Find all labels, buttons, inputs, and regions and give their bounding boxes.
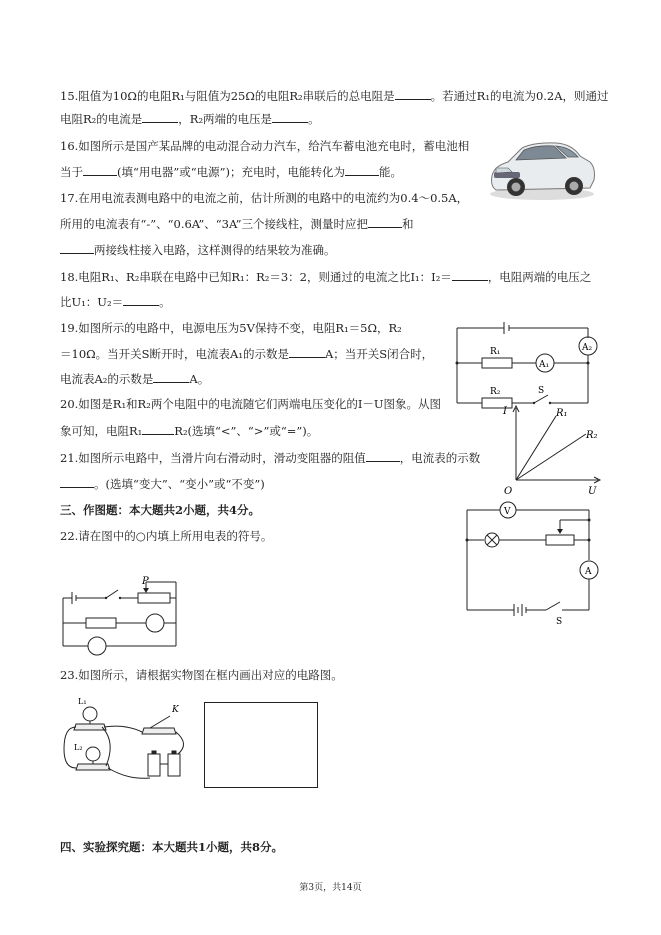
answer-blank[interactable] <box>123 294 159 306</box>
q23-l1-label: L₁ <box>78 697 87 706</box>
q22-circuit-diagram <box>58 576 188 656</box>
q20-text-c: R₂(选填“<”、“>”或“=”)。 <box>174 424 319 438</box>
q20-origin-label: O <box>504 486 513 497</box>
q20-u-axis-label: U <box>588 486 597 497</box>
answer-blank[interactable] <box>153 371 189 383</box>
q20-iu-graph <box>500 402 610 497</box>
q19-r1-label: R₁ <box>490 347 501 357</box>
q16-text-c: (填“用电器”或“电源”)；充电时，电能转化为 <box>117 165 345 179</box>
q20-i-axis-label: I <box>503 406 507 417</box>
q17-text-b: 所用的电流表有“-”、“0.6A”、“3A”三个接线柱，测量时应把 <box>60 217 368 231</box>
q15-text-e: 。 <box>308 112 320 126</box>
q23-answer-box[interactable] <box>204 702 318 788</box>
section-4-heading: 四、实验探究题：本大题共1小题，共8分。 <box>60 840 284 854</box>
q21-ammeter-label: A <box>585 567 592 577</box>
q21-text-c: 。(选填“变大”、“变小”或“不变”) <box>94 477 265 491</box>
section-3-heading: 三、作图题：本大题共2小题，共4分。 <box>60 503 261 517</box>
q17-line3 <box>60 242 336 257</box>
q19-a1-label: A₁ <box>539 360 550 370</box>
q21-circuit-diagram <box>464 498 604 626</box>
q20-text-a: 20.如图是R₁和R₂两个电阻中的电流随它们两端电压变化的I－U图象。从图 <box>60 397 442 411</box>
q22-line: 22.请在图中的○内填上所用电表的符号。 <box>60 529 273 543</box>
page-footer: 第3页，共14页 <box>299 883 362 893</box>
q19-text-e: A。 <box>189 372 210 386</box>
q15-text-d: ，R₂两端的电压是 <box>178 112 273 126</box>
q21-s-label: S <box>556 617 563 626</box>
q16-line1 <box>60 139 469 153</box>
q15-text-a: 15.阻值为10Ω的电阻R₁与阻值为25Ω的电阻R₂串联后的总电阻是 <box>60 89 395 103</box>
answer-blank[interactable] <box>395 88 431 100</box>
answer-blank[interactable] <box>368 216 402 228</box>
q19-r2-label: R₂ <box>490 387 501 397</box>
q17-line1 <box>60 191 468 205</box>
q16-line2 <box>60 164 402 179</box>
q18-text-d: 。 <box>159 295 171 309</box>
q22-p-label: P <box>142 576 149 587</box>
q20-line2 <box>60 423 318 438</box>
q20-r1-label: R₁ <box>556 408 568 419</box>
q23-line: 23.如图所示，请根据实物图在框内画出对应的电路图。 <box>60 668 343 682</box>
q17-text-c: 和 <box>402 217 414 231</box>
q18-line2 <box>60 294 171 309</box>
q15-text-c: 电阻R₂的电流是 <box>60 112 143 126</box>
answer-blank[interactable] <box>142 423 174 435</box>
q15-line2 <box>60 111 320 126</box>
q19-text-a: 19.如图所示的电路中，电源电压为5V保持不变，电阻R₁＝5Ω，R₂ <box>60 321 402 335</box>
q21-voltmeter-label: V <box>504 507 511 517</box>
answer-blank[interactable] <box>83 164 117 176</box>
q19-line2 <box>60 346 433 361</box>
q19-line1 <box>60 321 402 335</box>
q16-text-b: 当于 <box>60 165 83 179</box>
q19-line3 <box>60 371 209 386</box>
q19-circuit-diagram <box>452 318 607 410</box>
answer-blank[interactable] <box>366 450 400 462</box>
q16-text-a: 16.如图所示是国产某品牌的电动混合动力汽车，给汽车蓄电池充电时，蓄电池相 <box>60 139 470 153</box>
q20-line1 <box>60 397 441 411</box>
q16-text-d: 能。 <box>379 165 402 179</box>
q23-k-label: K <box>172 705 179 715</box>
q18-text-b: ，电阻两端的电压之 <box>487 270 592 284</box>
q18-text-c: 比U₁：U₂＝ <box>60 295 124 309</box>
q21-line2 <box>60 476 265 491</box>
q21-text-b: ，电流表的示数 <box>399 451 481 465</box>
q18-line1 <box>60 269 591 284</box>
q17-text-a: 17.在用电流表测电路中的电流之前，估计所测的电路中的电流约为0.4～0.5A， <box>60 191 469 205</box>
q19-s-label: S <box>538 386 545 396</box>
q20-r2-label: R₂ <box>586 430 598 441</box>
q21-line1 <box>60 450 480 465</box>
answer-blank[interactable] <box>142 111 178 123</box>
q15-text-b: 。若通过R₁的电流为0.2A，则通过 <box>430 89 609 103</box>
q15-line1 <box>60 88 609 103</box>
q23-l2-label: L₂ <box>74 743 83 752</box>
answer-blank[interactable] <box>289 346 325 358</box>
answer-blank[interactable] <box>60 242 94 254</box>
q19-text-c: A；当开关S闭合时， <box>324 347 434 361</box>
q17-text-d: 两接线柱接入电路，这样测得的结果较为准确。 <box>94 243 336 257</box>
hybrid-car-image <box>486 132 598 202</box>
q19-text-d: 电流表A₂的示数是 <box>60 372 154 386</box>
q18-text-a: 18.电阻R₁、R₂串联在电路中已知R₁：R₂＝3：2，则通过的电流之比I₁：I₂＝ <box>60 270 452 284</box>
q19-text-b: ＝10Ω。当开关S断开时，电流表A₁的示数是 <box>60 347 289 361</box>
q23-physical-circuit <box>56 694 196 794</box>
q21-text-a: 21.如图所示电路中，当滑片向右滑动时，滑动变阻器的阻值 <box>60 451 366 465</box>
q17-line2 <box>60 216 414 231</box>
q19-a2-label: A₂ <box>582 343 593 353</box>
q20-text-b: 象可知，电阻R₁ <box>60 424 143 438</box>
answer-blank[interactable] <box>345 164 379 176</box>
answer-blank[interactable] <box>60 476 94 488</box>
answer-blank[interactable] <box>272 111 308 123</box>
answer-blank[interactable] <box>452 269 488 281</box>
